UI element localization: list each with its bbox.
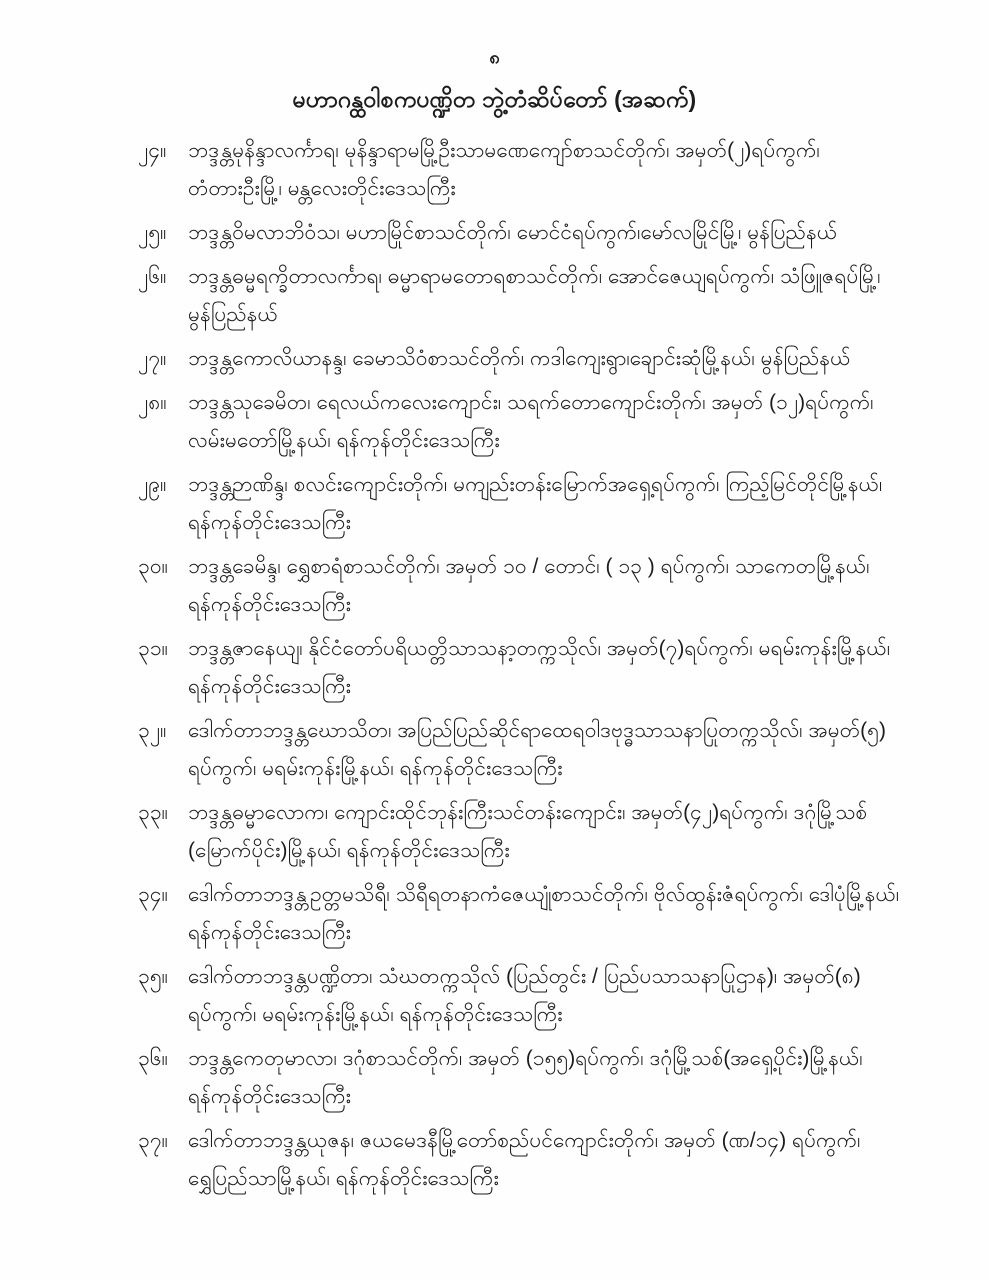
entry-text-line: ရွှေပြည်သာမြို့နယ်၊ ရန်ကုန်တိုင်းဒေသကြီး <box>188 1167 499 1190</box>
entry-text-line: တံတားဦးမြို့၊ မန္တလေးတိုင်းဒေသကြီး <box>188 177 456 200</box>
list-item <box>138 1040 933 1116</box>
entry-text <box>188 712 933 788</box>
entry-number: ၃၄။ <box>138 883 168 906</box>
list-item <box>138 340 933 378</box>
entry-text-line: ဘဒ္ဒန္တမုနိန္ဒာလင်္ကာရ၊ မုနိန္ဒာရာမမြို့ဦးသာမဏေကျော်စာသင်တိုက်၊ အမှတ်(၂)ရပ်ကွက်၊ <box>188 139 820 162</box>
entry-text <box>188 258 933 334</box>
entry-number: ၂၆။ <box>138 265 167 288</box>
list-item <box>138 958 933 1034</box>
entry-number: ၂၇။ <box>138 347 167 370</box>
list-item <box>138 132 933 208</box>
entry-number: ၂၅။ <box>138 221 167 244</box>
list-item <box>138 712 933 788</box>
entry-text <box>188 466 933 542</box>
entry-text-line: ဒေါက်တာဘဒ္ဒန္တပဏ္ဍိတာ၊ သံဃတက္ကသိုလ် (ပြည်တွင်း / ပြည်ပသာသနာပြုဌာန)၊ အမှတ်(၈) <box>188 965 861 988</box>
entry-text-line: ဘဒ္ဒန္တဓမ္မာလောက၊ ကျောင်းထိုင်ဘုန်းကြီးသင်တန်းကျောင်း၊ အမှတ်(၄၂)ရပ်ကွက်၊ ဒဂုံမြို့သစ် <box>188 801 868 824</box>
entry-text <box>188 794 933 870</box>
page-number: ၈ <box>489 47 500 67</box>
entry-text-line: ရပ်ကွက်၊ မရမ်းကုန်းမြို့နယ်၊ ရန်ကုန်တိုင်းဒေသကြီး <box>188 757 563 780</box>
entry-number: ၃၀။ <box>138 555 168 578</box>
entry-text-line: မွန်ပြည်နယ် <box>188 303 278 326</box>
document-title: မဟာဂန္ထဝါစကပဏ္ဍိတ ဘွဲ့တံဆိပ်တော် (အဆက်) <box>292 86 697 112</box>
entry-text-line: ဘဒ္ဒန္တဝိမလာဘိဝံသ၊ မဟာမြိုင်စာသင်တိုက်၊ မောင်ငံရပ်ကွက်၊မော်လမြိုင်မြို့၊ မွန်ပြည်နယ် <box>188 221 838 244</box>
entry-text <box>188 876 933 952</box>
list-item <box>138 258 933 334</box>
entry-text-line: ဒေါက်တာဘဒ္ဒန္တဥတ္တမသိရီ၊ သိရီရတနာကံဇေယျုံစာသင်တိုက်၊ ဗိုလ်ထွန်းဇံရပ်ကွက်၊ ဒေါပုံမြို့နယ်၊ <box>188 883 900 906</box>
entry-number: ၂၉။ <box>138 473 167 496</box>
entry-text-line: ဘဒ္ဒန္တဉာဏိန္ဒ၊ စလင်းကျောင်းတိုက်၊ မကျည်းတန်းမြောက်အရှေ့ရပ်ကွက်၊ ကြည့်မြင်တိုင်မြို့နယ်၊ <box>188 473 883 496</box>
entry-text-line: ဘဒ္ဒန္တသုခေမိတ၊ ရေလယ်ကလေးကျောင်း၊ သရက်တောကျောင်းတိုက်၊ အမှတ် (၁၂)ရပ်ကွက်၊ <box>188 391 874 414</box>
entry-text-line: (မြောက်ပိုင်း)မြို့နယ်၊ ရန်ကုန်တိုင်းဒေသကြီး <box>188 839 510 862</box>
entry-text <box>188 214 933 252</box>
entry-text-line: လမ်းမတော်မြို့နယ်၊ ရန်ကုန်တိုင်းဒေသကြီး <box>188 429 500 452</box>
entry-text-line: ရန်ကုန်တိုင်းဒေသကြီး <box>188 675 352 698</box>
entry-text-line: ရပ်ကွက်၊ မရမ်းကုန်းမြို့နယ်၊ ရန်ကုန်တိုင်းဒေသကြီး <box>188 1003 563 1026</box>
list-item <box>138 548 933 624</box>
list-item <box>138 466 933 542</box>
list-item <box>138 384 933 460</box>
entry-text-line: ဒေါက်တာဘဒ္ဒန္တယုဇန၊ ဇယမေဒနီမြို့တော်စည်ပင်ကျောင်းတိုက်၊ အမှတ် (ဏ/၁၄) ရပ်ကွက်၊ <box>188 1129 861 1152</box>
entry-text-line: ရန်ကုန်တိုင်းဒေသကြီး <box>188 921 352 944</box>
entry-text <box>188 548 933 624</box>
entry-text-line: ရန်ကုန်တိုင်းဒေသကြီး <box>188 593 352 616</box>
list-item <box>138 630 933 706</box>
entry-text-line: ရန်ကုန်တိုင်းဒေသကြီး <box>188 1085 352 1108</box>
entry-text <box>188 1040 933 1116</box>
entry-list <box>138 132 933 1198</box>
entry-number: ၃၃။ <box>138 801 168 824</box>
entry-number: ၃၇။ <box>138 1129 168 1152</box>
entry-text <box>188 1122 933 1198</box>
entry-text-line: ဘဒ္ဒန္တကောလိယာနန္ဒ၊ ခေမာသိဝံစာသင်တိုက်၊ ကဒါကျေးရွာ၊ချောင်းဆုံမြို့နယ်၊ မွန်ပြည်နယ် <box>188 347 851 370</box>
entry-text-line: ဒေါက်တာဘဒ္ဒန္တဃောသိတ၊ အပြည်ပြည်ဆိုင်ရာထေရဝါဒဗုဒ္ဓသာသနာပြုတက္ကသိုလ်၊ အမှတ်(၅) <box>188 719 886 742</box>
entry-number: ၃၁။ <box>138 637 168 660</box>
entry-text-line: ဘဒ္ဒန္တဓမ္မရက္ခိတာလင်္ကာရ၊ ဓမ္မာရာမတောရစာသင်တိုက်၊ အောင်ဇေယျရပ်ကွက်၊ သံဖြူဇရပ်မြို့၊ <box>188 265 881 288</box>
entry-number: ၃၆။ <box>138 1047 168 1070</box>
list-item <box>138 1122 933 1198</box>
entry-text <box>188 340 933 378</box>
entry-text <box>188 630 933 706</box>
entry-number: ၂၄။ <box>138 139 167 162</box>
entry-number: ၃၂။ <box>138 719 167 742</box>
list-item <box>138 876 933 952</box>
entry-number: ၂၈။ <box>138 391 167 414</box>
entry-number: ၃၅။ <box>138 965 168 988</box>
entry-text-line: ဘဒ္ဒန္တခေမိန္ဒ၊ ရွှေစာရံစာသင်တိုက်၊ အမှတ် ၁၀ / တောင်၊ ( ၁၃ ) ရပ်ကွက်၊ သာကေတမြို့နယ်၊ <box>188 555 870 578</box>
list-item <box>138 794 933 870</box>
entry-text <box>188 132 933 208</box>
entry-text <box>188 384 933 460</box>
entry-text <box>188 958 933 1034</box>
entry-text-line: ဘဒ္ဒန္တဇာနေယျ၊ နိုင်ငံတော်ပရိယတ္တိသာသနာ့တက္ကသိုလ်၊ အမှတ်(၇)ရပ်ကွက်၊ မရမ်းကုန်းမြို့နယ်၊ <box>188 637 891 660</box>
entry-text-line: ရန်ကုန်တိုင်းဒေသကြီး <box>188 511 352 534</box>
entry-text-line: ဘဒ္ဒန္တကေတုမာလာ၊ ဒဂုံစာသင်တိုက်၊ အမှတ် (၁၅၅)ရပ်ကွက်၊ ဒဂုံမြို့သစ်(အရှေ့ပိုင်း)မြို့နယ်၊ <box>188 1047 863 1070</box>
list-item <box>138 214 933 252</box>
